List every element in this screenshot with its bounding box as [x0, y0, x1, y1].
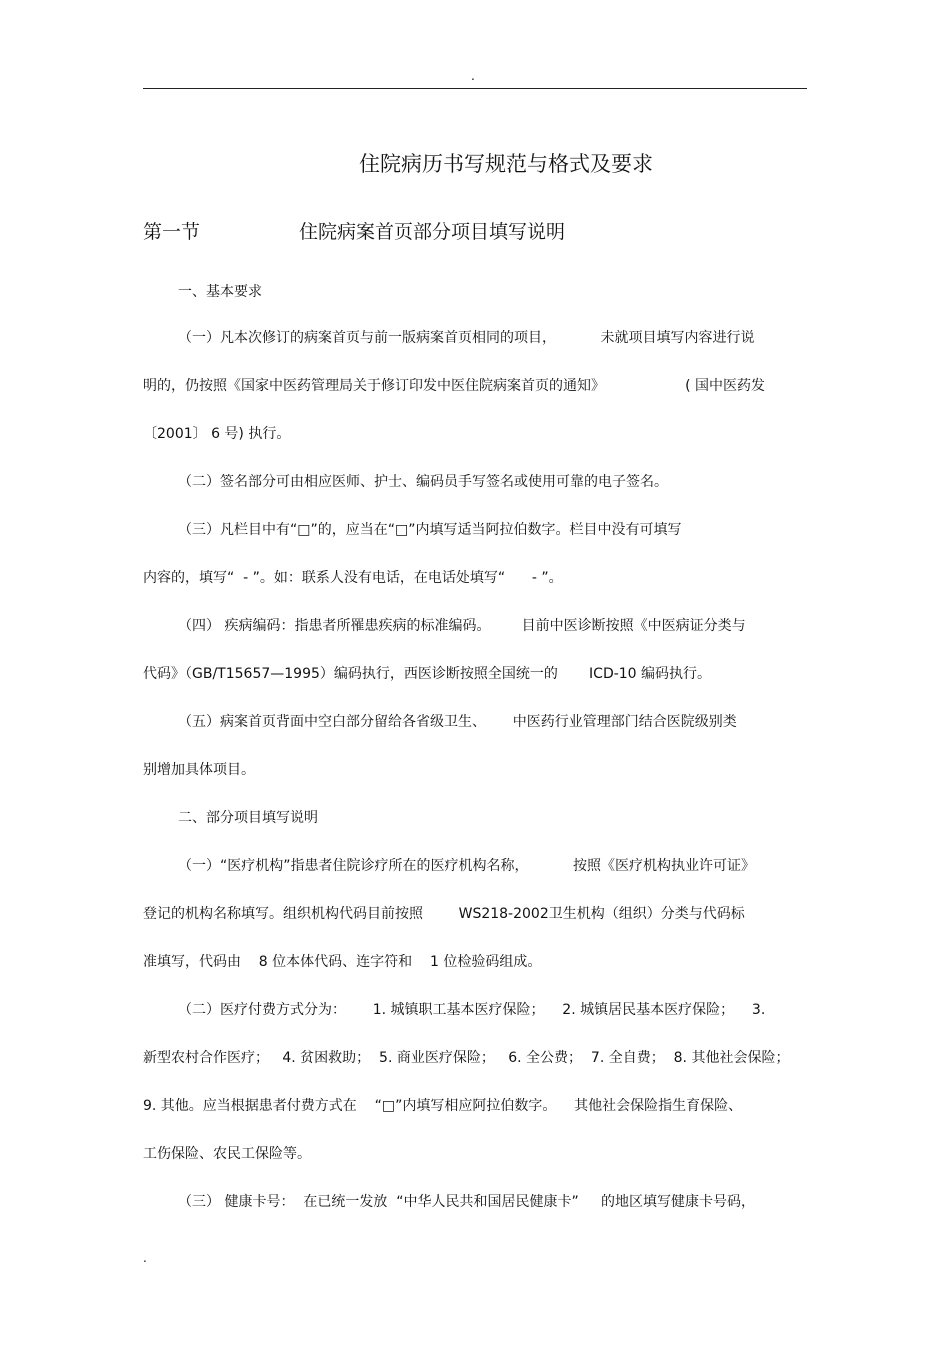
paragraph-line: 9. 其他。应当根据患者付费方式在 “□”内填写相应阿拉伯数字。 其他社会保险指生育保险、 — [143, 1098, 743, 1114]
paragraph-line: 内容的，填写“ - ”。如：联系人没有电话，在电话处填写“ - ”。 — [143, 570, 563, 586]
heading-item-instructions: 二、部分项目填写说明 — [178, 810, 318, 826]
paragraph-line: （三） 健康卡号： 在已统一发放 “中华人民共和国居民健康卡” 的地区填写健康卡号码， — [178, 1194, 756, 1210]
paragraph-line: 登记的机构名称填写。组织机构代码目前按照 WS218-2002卫生机构（组织）分类与代码标 — [143, 906, 745, 922]
paragraph-line: 明的，仍按照《国家中医药管理局关于修订印发中医住院病案首页的通知》 ( 国中医药发 — [143, 378, 766, 394]
paragraph-line: 〔2001〕 6 号) 执行。 — [143, 426, 291, 442]
section-title: 住院病案首页部分项目填写说明 — [299, 221, 566, 243]
paragraph-line: （一）“医疗机构”指患者住院诊疗所在的医疗机构名称， 按照《医疗机构执业许可证》 — [178, 858, 756, 874]
paragraph-line: （四） 疾病编码：指患者所罹患疾病的标准编码。 目前中医诊断按照《中医病证分类与 — [178, 618, 746, 634]
paragraph-line: 别增加具体项目。 — [143, 762, 255, 778]
paragraph-line: （五）病案首页背面中空白部分留给各省级卫生、 中医药行业管理部门结合医院级别类 — [178, 714, 737, 730]
paragraph-line: （一）凡本次修订的病案首页与前一版病案首页相同的项目， 未就项目填写内容进行说 — [178, 330, 755, 346]
paragraph-line: （三）凡栏目中有“□”的，应当在“□”内填写适当阿拉伯数字。栏目中没有可填写 — [178, 522, 682, 538]
paragraph-line: （二）签名部分可由相应医师、护士、编码员手写签名或使用可靠的电子签名。 — [178, 474, 668, 490]
header-mark: . — [471, 69, 475, 83]
heading-basic-requirements: 一、基本要求 — [178, 284, 262, 300]
section-number: 第一节 — [143, 221, 201, 243]
section-heading — [143, 219, 565, 245]
paragraph-line: （二）医疗付费方式分为： 1. 城镇职工基本医疗保险； 2. 城镇居民基本医疗保险； 3. — [178, 1002, 766, 1018]
footer-mark: . — [143, 1251, 147, 1265]
header-rule — [143, 88, 807, 89]
document-title: 住院病历书写规范与格式及要求 — [359, 152, 653, 176]
paragraph-line: 准填写，代码由 8 位本体代码、连字符和 1 位检验码组成。 — [143, 954, 542, 970]
paragraph-line: 代码》（GB/T15657—1995）编码执行，西医诊断按照全国统一的 ICD-10 编码执行。 — [143, 666, 712, 682]
paragraph-line: 工伤保险、农民工保险等。 — [143, 1146, 311, 1162]
paragraph-line: 新型农村合作医疗； 4. 贫困救助； 5. 商业医疗保险； 6. 全公费； 7. 全自费； 8. 其他社会保险； — [143, 1050, 790, 1066]
